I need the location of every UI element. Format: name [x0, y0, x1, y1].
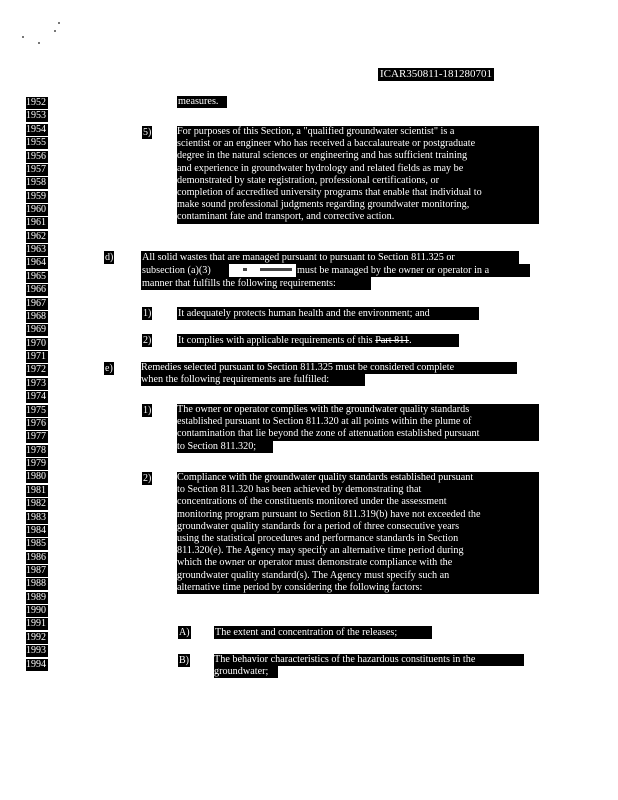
line-number: 1988 — [26, 578, 46, 590]
line-number: 1974 — [26, 391, 46, 403]
line-number: 1964 — [26, 257, 46, 269]
paragraph-d-line-2a: subsection (a)(3) — [141, 264, 229, 277]
struck-text: Part 811 — [375, 335, 410, 346]
line-number: 1958 — [26, 177, 46, 189]
item-marker-B: B) — [179, 655, 189, 666]
scan-speck — [22, 36, 24, 38]
text-line: concentrations of the constituents monitored under the assessment — [177, 496, 447, 508]
item-d2-period: . — [409, 335, 412, 346]
line-number: 1963 — [26, 244, 46, 256]
line-number: 1973 — [26, 377, 46, 389]
line-number: 1993 — [26, 645, 46, 657]
line-number: 1984 — [26, 524, 46, 536]
line-number: 1987 — [26, 565, 46, 576]
text-line: degree in the natural sciences or engineering and has sufficient training — [177, 150, 468, 162]
line-number: 1962 — [26, 230, 46, 242]
line-number: 1991 — [26, 618, 46, 630]
paragraph-measures-fragment: measures. — [177, 96, 227, 108]
text-line: contaminant fate and transport, and corrective action. — [177, 211, 395, 223]
line-number: 1982 — [26, 498, 46, 510]
line-number: 1952 — [26, 97, 46, 108]
line-number: 1989 — [26, 591, 46, 603]
line-number: 1953 — [26, 110, 46, 122]
text-line: which the owner or operator must demonstrate compliance with the — [177, 557, 453, 569]
line-number: 1977 — [26, 431, 46, 443]
item-marker-e2: 2) — [143, 473, 152, 484]
text-line: completion of accredited university programs that enable that individual to — [177, 186, 482, 198]
paragraph-d-line-1: All solid wastes that are managed pursuant to pursuant to Section 811.325 or — [141, 251, 519, 264]
text-line: monitoring program pursuant to Section 811.319(b) have not exceeded the — [177, 508, 481, 520]
item-marker-d2: 2) — [143, 335, 152, 346]
text-line: alternative time period by considering the following factors: — [177, 581, 423, 593]
text-line: groundwater; — [214, 666, 269, 678]
line-number: 1956 — [26, 150, 46, 162]
line-number: 1967 — [26, 297, 46, 309]
line-number: 1976 — [26, 417, 46, 429]
line-number: 1966 — [26, 284, 46, 296]
text-line: Remedies selected pursuant to Section 811.325 must be considered complete — [141, 362, 455, 373]
item-e1-text-end — [177, 441, 273, 453]
text-line: scientist or an engineer who has received a baccalaureate or postgraduate — [177, 138, 476, 150]
line-number: 1957 — [26, 163, 46, 175]
text-line: Compliance with the groundwater quality standards established pursuant — [177, 472, 474, 483]
text-line: For purposes of this Section, a "qualified groundwater scientist" is a — [177, 126, 455, 137]
paragraph-qualified-scientist — [177, 126, 539, 224]
line-number: 1978 — [26, 444, 46, 456]
item-B-text-end — [214, 666, 278, 678]
scan-speck — [54, 30, 56, 32]
item-d2-text — [177, 334, 459, 347]
paragraph-e — [141, 362, 517, 374]
text-line: contamination that lie beyond the zone of attenuation established pursuant — [177, 428, 480, 440]
text-line: and experience in groundwater hydrology and related fields as may be — [177, 162, 464, 174]
text-line: 811.320(e). The Agency may specify an alternative time period during — [177, 545, 464, 557]
paragraph-d-line-2b: must be managed by the owner or operator in a — [296, 264, 530, 277]
item-A-text: The extent and concentration of the releases; — [214, 626, 432, 639]
text-line: groundwater quality standard(s). The Agency must specify such an — [177, 569, 450, 581]
text-line: groundwater quality standards for a period of three consecutive years — [177, 520, 460, 532]
text-line: when the following requirements are fulfilled: — [141, 374, 330, 386]
line-number: 1960 — [26, 204, 46, 215]
paragraph-d-line-3: manner that fulfills the following requirements: — [141, 277, 371, 290]
line-number: 1970 — [26, 337, 46, 349]
line-number: 1975 — [26, 404, 46, 416]
paragraph-e-line-2 — [141, 374, 365, 386]
document-header-code: ICAR350811-181280701 — [380, 68, 493, 80]
item-d1-text: It adequately protects human health and the environment; and — [177, 307, 479, 320]
line-number: 1990 — [26, 605, 46, 617]
scan-speck — [38, 42, 40, 44]
line-number: 1954 — [26, 123, 46, 135]
line-number: 1979 — [26, 458, 46, 469]
line-number: 1980 — [26, 471, 46, 483]
line-number: 1981 — [26, 484, 46, 496]
line-number: 1959 — [26, 190, 46, 202]
line-number: 1971 — [26, 351, 46, 362]
item-d2-text-main: It complies with applicable requirements of this — [178, 335, 376, 346]
line-number: 1961 — [26, 217, 46, 229]
item-marker-e: e) — [105, 363, 113, 374]
line-number: 1972 — [26, 364, 46, 376]
item-marker-A: A) — [179, 627, 190, 638]
item-marker-5: 5) — [143, 127, 152, 138]
redaction-fragment — [260, 268, 292, 271]
line-number: 1986 — [26, 551, 46, 563]
item-marker-d: d) — [105, 252, 114, 263]
item-e1-text — [177, 404, 539, 441]
line-number: 1955 — [26, 137, 46, 149]
text-line: The owner or operator complies with the groundwater quality standards — [177, 404, 470, 415]
line-number: 1965 — [26, 270, 46, 282]
text-line: The behavior characteristics of the hazardous constituents in the — [214, 654, 476, 665]
text-line: demonstrated by state registration, professional certifications, or — [177, 174, 439, 186]
redaction-fragment — [243, 268, 247, 271]
line-number: 1983 — [26, 511, 46, 523]
line-number: 1969 — [26, 324, 46, 336]
item-e2-text — [177, 472, 539, 594]
item-marker-e1: 1) — [143, 405, 152, 416]
text-line: to Section 811.320 has been achieved by demonstrating that — [177, 484, 422, 496]
text-line: using the statistical procedures and performance standards in Section — [177, 532, 459, 544]
item-B-text — [214, 654, 524, 666]
line-number: 1985 — [26, 538, 46, 550]
text-line: established pursuant to Section 811.320 at all points within the plume of — [177, 416, 472, 428]
line-number: 1994 — [26, 658, 46, 670]
line-number: 1992 — [26, 631, 46, 643]
line-number: 1968 — [26, 310, 46, 322]
item-marker-d1: 1) — [143, 308, 152, 319]
text-line: to Section 811.320; — [177, 440, 257, 452]
text-line: make sound professional judgments regarding groundwater monitoring, — [177, 199, 470, 211]
scan-speck — [58, 22, 60, 24]
